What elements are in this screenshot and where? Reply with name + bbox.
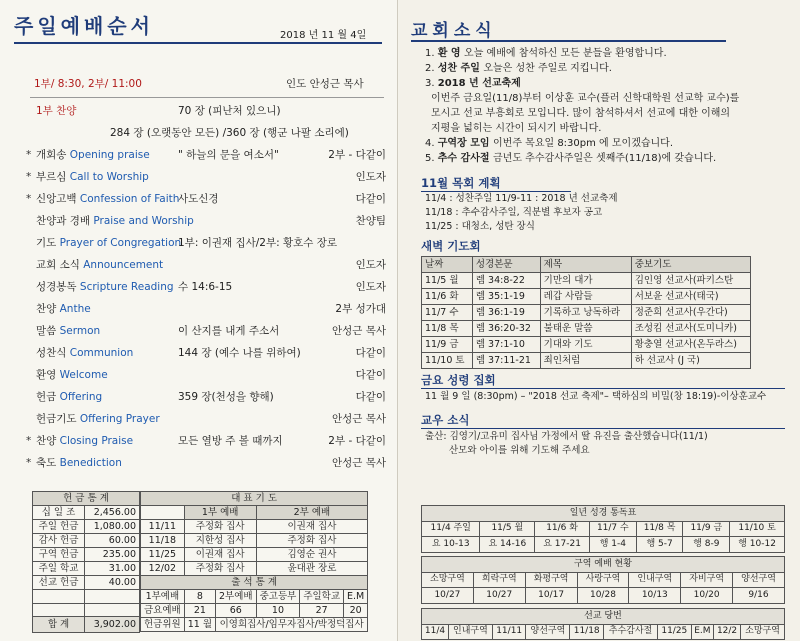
order-item-english: Sermon [59,325,101,337]
order-row [28,100,386,122]
order-item-detail: 이 산지를 내게 주소서 [178,325,280,337]
group-name-row [422,572,785,588]
dawn-title: 새벽 기도회 [421,239,481,253]
finance-row [33,603,140,617]
order-item-english: Offering [59,391,103,403]
news-item [425,61,755,76]
order-item-leader: 인도자 [355,171,386,183]
news-item-heading: 2018 년 선교축제 [437,78,521,89]
dawn-column-header: 성경본문 [472,257,540,273]
order-item-leader: 2부 - 다같이 [328,435,386,447]
order-item-english: Welcome [59,369,108,381]
mission-cell: 인내구역 [448,624,492,640]
finance-total-label: 합 계 [33,617,85,633]
finance-label [33,590,85,604]
bible-reading-table [421,505,785,553]
bible-day: 11/7 수 [589,521,636,537]
order-row [28,276,386,298]
plan-item: 11/4 : 성찬주일 11/9-11 : 2018 년 선교축제 [425,193,618,204]
dawn-row [422,289,751,305]
offering-stats-table [32,491,140,633]
attendance-value: 10 [256,604,300,618]
finance-value [85,603,140,617]
plan-item: 11/18 : 추수감사주일, 직분별 후보자 공고 [425,207,603,218]
attendance-label: 중고등부 [256,590,300,604]
finance-value [85,590,140,604]
finance-value: 235.00 [85,548,140,562]
duty-date: 11/18 [141,534,185,548]
dawn-prayer-table [421,256,751,369]
duty-row [141,520,368,534]
finance-label: 십 일 조 [33,506,85,520]
order-item-leader: 안성근 목사 [331,457,386,469]
news-item [425,76,755,91]
order-item-english: Anthe [59,303,91,315]
finance-row [33,548,140,562]
finance-label: 감사 헌금 [33,534,85,548]
order-row [28,188,386,210]
order-item-english: Offering Prayer [79,413,160,425]
order-item-korean: 말씀 [36,325,60,337]
committee-month: 11 월 [184,618,215,632]
news-item-text: 이번주 금요일(11/8)부터 이상훈 교수(플러 신학대학원 선교학 교수)를 [431,93,740,104]
order-item-title [36,408,160,430]
bible-reading: 행 5-7 [636,537,683,553]
order-item-korean: 개회송 [36,149,70,161]
bible-reading: 행 1-4 [589,537,636,553]
order-item-leader: 다같이 [355,347,386,359]
attendance-label: 8 [184,590,215,604]
dawn-cell: 11/10 토 [422,353,473,369]
duty-first: 이권재 집사 [184,548,256,562]
dawn-cell: 11/7 수 [422,305,473,321]
duty-row [141,562,368,576]
finance-row [33,562,140,576]
order-item-leader: 안성근 목사 [331,325,386,337]
attendance-value: 27 [300,604,344,618]
attendance-label: 2부예배 [216,590,257,604]
bible-day-row [422,521,785,537]
mission-cell: 소망구역 [741,624,785,640]
duty-first: 주정화 집사 [184,562,256,576]
news-item-text: 지평을 넓히는 시간이 되시기 바랍니다. [431,123,602,134]
mission-cell: 추수감사절 [604,624,658,640]
worship-page [0,0,398,641]
attendance-label: 주일학교 [300,590,344,604]
mission-cell: 11/25 [658,624,692,640]
attendance-value: 21 [184,604,215,618]
group-name: 인내구역 [629,572,681,588]
plan-title: 11월 목회 계획 [421,176,501,190]
dawn-cell: 레갑 사람들 [540,289,631,305]
group-name: 소망구역 [422,572,474,588]
order-row [28,452,386,474]
dawn-row [422,337,751,353]
order-item-english: Benediction [59,457,122,469]
order-item-title [36,254,163,276]
duty-row [141,534,368,548]
finance-row [33,520,140,534]
news-list [425,46,755,166]
service-leader: 인도 안성근 목사 [286,78,364,90]
order-item-detail: 70 장 (피난처 있으니) [178,105,281,117]
order-item-leader: 찬양팀 [355,215,386,227]
mission-cell: E.M [691,624,713,640]
dawn-row [422,353,751,369]
bible-reading-header: 일년 성경 통독표 [422,506,785,522]
mission-cell: 양선구역 [526,624,570,640]
standing-mark: * [26,171,32,183]
bible-reading: 요 10-13 [422,537,480,553]
attendance-header-row [141,576,368,590]
offering-committee-row [141,618,368,632]
bible-reading: 행 8-9 [683,537,730,553]
prayer-duty-table [140,491,368,632]
dawn-row [422,305,751,321]
order-item-detail: 모든 열방 주 볼 때까지 [178,435,283,447]
dawn-column-header: 중보기도 [631,257,750,273]
standing-mark: * [26,435,32,447]
mission-row [422,624,785,640]
news-item-number: 3. [425,78,438,89]
order-item-detail: " 하늘의 문을 여소서" [178,149,279,161]
dawn-cell: 11/9 금 [422,337,473,353]
duty-date: 11/25 [141,548,185,562]
worship-order-list [28,100,386,474]
member-news [425,430,708,458]
duty-col-1: 1부 예배 [184,506,256,520]
news-item-text: 오늘은 성찬 주일로 지킵니다. [483,63,612,74]
finance-label: 구역 헌금 [33,548,85,562]
mission-duty-table [421,608,785,640]
finance-value: 2,456.00 [85,506,140,520]
order-item-korean: 교회 소식 [36,259,84,271]
dawn-cell: 렘 37:11-21 [472,353,540,369]
group-worship-header: 구역 예배 현황 [422,557,785,573]
dawn-column-header: 제목 [540,257,631,273]
order-item-detail: 수 14:6-15 [178,281,233,293]
news-page [399,0,800,641]
dawn-cell: 죄인처럼 [540,353,631,369]
attendance-label: E.M [344,590,368,604]
order-item-title [36,342,133,364]
attendance-value: 66 [216,604,257,618]
dawn-cell: 렘 37:1-10 [472,337,540,353]
order-row [28,430,386,452]
attendance-label-row [141,590,368,604]
dawn-cell: 불태운 말씀 [540,321,631,337]
dawn-row [422,321,751,337]
member-news-line: 출산: 김영기/고유미 집사님 가정에서 딸 유진을 출산했습니다(11/1) [425,431,708,442]
order-row [28,386,386,408]
finance-value: 40.00 [85,576,140,590]
bible-day: 11/6 화 [535,521,590,537]
bible-day: 11/5 월 [480,521,535,537]
bible-day: 11/8 목 [636,521,683,537]
finance-label: 주일 헌금 [33,520,85,534]
order-item-korean: 1부 찬양 [36,105,77,117]
news-item-heading: 환 영 [437,48,465,59]
standing-mark: * [26,457,32,469]
order-row [28,342,386,364]
attendance-header: 출 석 통 계 [141,576,368,590]
order-item-korean: 찬양 [36,435,60,447]
finance-total-row [33,617,140,633]
order-item-detail: 359 장(천성을 향해) [178,391,274,403]
order-item-leader: 인도자 [355,281,386,293]
order-item-english: Closing Praise [59,435,134,447]
finance-total-value: 3,902.00 [85,617,140,633]
group-date: 10/27 [422,588,474,604]
order-item-korean: 성찬식 [36,347,70,359]
bible-day: 11/10 토 [730,521,785,537]
committee-members: 이영희집사/임무자집사/박정덕집사 [216,618,368,632]
mission-cell: 11/18 [570,624,604,640]
title-divider [14,42,382,44]
friday-title: 금요 성령 집회 [421,373,496,387]
dawn-cell: 11/5 월 [422,273,473,289]
dawn-cell: 11/8 목 [422,321,473,337]
order-item-detail: 1부: 이권재 집사/2부: 황호수 장로 [178,237,338,249]
order-item-korean: 찬양 [36,303,60,315]
finance-row [33,590,140,604]
worship-title: 주일예배순서 [14,14,154,38]
order-item-english: Announcement [83,259,164,271]
attendance-label: 1부예배 [141,590,185,604]
order-row [28,166,386,188]
order-item-title [36,232,181,254]
duty-col-2: 2부 예배 [256,506,368,520]
dawn-cell: 서보윤 선교사(태국) [631,289,750,305]
duty-blank [141,506,185,520]
order-item-korean: 기도 [36,237,60,249]
order-item-english: Communion [69,347,134,359]
order-item-title [36,298,91,320]
order-item-detail: 사도신경 [178,193,219,205]
news-item [425,136,755,151]
group-name: 자비구역 [681,572,733,588]
dawn-row [422,273,751,289]
order-item-korean: 성경봉독 [36,281,80,293]
group-date-row [422,588,785,604]
order-item-leader: 인도자 [355,259,386,271]
attendance-value: 20 [344,604,368,618]
order-row [28,232,386,254]
order-item-leader: 다같이 [355,391,386,403]
news-item-heading: 구역장 모임 [437,138,493,149]
order-item-detail: 284 장 (오랫동안 모든) /360 장 (행군 나팔 소리에) [110,127,349,139]
prayer-duty-header: 대 표 기 도 [141,492,368,506]
mission-cell: 11/11 [492,624,526,640]
dawn-column-header: 날짜 [422,257,473,273]
news-item-text: 이번주 목요일 8:30pm 에 모이겠습니다. [493,138,674,149]
friday-text: 11 월 9 일 (8:30pm) – "2018 선교 축제"– 택하심의 비밀(창 18:19)-이상훈교수 [425,391,767,402]
dawn-cell: 렘 35:1-19 [472,289,540,305]
mission-duty-header: 선교 당번 [422,609,785,625]
order-item-leader: 다같이 [355,193,386,205]
dawn-cell: 렘 34:8-22 [472,273,540,289]
finance-row [33,534,140,548]
order-item-korean: 헌금 [36,391,60,403]
news-item [425,91,755,106]
order-item-title [36,276,174,298]
group-date: 10/20 [681,588,733,604]
bible-reading: 요 17-21 [535,537,590,553]
group-worship-table [421,556,785,604]
news-item [425,121,755,136]
duty-date: 11/11 [141,520,185,534]
dawn-cell: 조성킴 선교사(도미니카) [631,321,750,337]
order-item-english: Praise and Worship [93,215,194,227]
order-item-english: Call to Worship [69,171,149,183]
bible-reading-row [422,537,785,553]
group-date: 9/16 [733,588,785,604]
dawn-cell: 11/6 화 [422,289,473,305]
group-name: 희락구역 [473,572,525,588]
duty-date: 12/02 [141,562,185,576]
duty-second: 이권재 집사 [256,520,368,534]
friday-divider [421,388,785,389]
dawn-cell: 정준희 선교사(우간다) [631,305,750,321]
order-item-english: Scripture Reading [79,281,174,293]
member-news-line: 산모와 아이를 위해 기도해 주세요 [449,445,590,456]
dawn-cell: 기만의 대가 [540,273,631,289]
news-divider [411,40,726,42]
plan-item: 11/25 : 대청소, 성탄 장식 [425,221,535,232]
order-item-title [36,100,76,122]
news-item-number: 1. [425,48,438,59]
order-item-title [36,210,194,232]
order-item-title [36,452,122,474]
news-item-number: 2. [425,63,438,74]
dawn-cell: 김인영 선교사(파키스탄 [631,273,750,289]
order-item-korean: 헌금기도 [36,413,80,425]
order-item-leader: 2부 성가대 [335,303,386,315]
order-item-leader: 안성근 목사 [331,413,386,425]
dawn-cell: 황충열 선교사(온두라스) [631,337,750,353]
duty-first: 지한성 집사 [184,534,256,548]
finance-label [33,603,85,617]
order-item-english: Prayer of Congregation [59,237,182,249]
news-item-text: 금년도 추수감사주일은 셋째주(11/18)에 갖습니다. [493,153,717,164]
news-item-number: 4. [425,138,438,149]
order-row [28,320,386,342]
news-item [425,106,755,121]
offering-stats-header: 헌 금 통 계 [33,492,140,506]
attendance-value-row [141,604,368,618]
member-divider [421,428,785,429]
order-row [28,122,386,144]
order-item-title [36,320,100,342]
order-item-title [36,144,150,166]
finance-value: 1,080.00 [85,520,140,534]
order-item-title [36,386,102,408]
dawn-cell: 기대와 기도 [540,337,631,353]
finance-row [33,576,140,590]
order-row [28,144,386,166]
finance-label: 주일 학교 [33,562,85,576]
mission-cell: 11/4 [422,624,449,640]
bible-reading: 행 10-12 [730,537,785,553]
plan-list [425,192,618,234]
order-item-leader: 2부 - 다같이 [328,149,386,161]
duty-second: 윤대관 장로 [256,562,368,576]
times-divider [30,97,384,98]
news-item-number: 5. [425,153,438,164]
finance-value: 60.00 [85,534,140,548]
group-date: 10/28 [577,588,629,604]
group-date: 10/27 [473,588,525,604]
bible-day: 11/4 주일 [422,521,480,537]
group-date: 10/13 [629,588,681,604]
mission-cell: 12/2 [714,624,741,640]
duty-subheader-row [141,506,368,520]
finance-label: 선교 헌금 [33,576,85,590]
member-title: 교우 소식 [421,413,470,427]
news-title: 교회소식 [411,21,497,41]
bible-day: 11/9 금 [683,521,730,537]
order-item-detail: 144 장 (예수 나를 위하여) [178,347,301,359]
attendance-value: 금요예배 [141,604,185,618]
duty-second: 김영순 권사 [256,548,368,562]
finance-row [33,506,140,520]
order-item-title [36,364,108,386]
group-name: 화평구역 [525,572,577,588]
order-item-title [36,166,149,188]
order-item-korean: 신앙고백 [36,193,80,205]
order-item-title [36,430,133,452]
committee-label: 헌금위원 [141,618,185,632]
order-item-korean: 환영 [36,369,60,381]
order-item-korean: 부르심 [36,171,70,183]
news-item-heading: 성찬 주일 [437,63,484,74]
order-row [28,408,386,430]
bible-reading: 요 14-16 [480,537,535,553]
group-date: 10/17 [525,588,577,604]
duty-row [141,548,368,562]
order-row [28,298,386,320]
order-row [28,254,386,276]
standing-mark: * [26,149,32,161]
order-item-english: Confession of Faith [79,193,180,205]
group-name: 양선구역 [733,572,785,588]
news-item [425,151,755,166]
order-item-leader: 다같이 [355,369,386,381]
dawn-cell: 렘 36:1-19 [472,305,540,321]
order-item-korean: 찬양과 경배 [36,215,94,227]
finance-value: 31.00 [85,562,140,576]
news-item-text: 모시고 선교 부흥회로 모입니다. 많이 참석하셔서 선교에 대한 이해의 [431,108,731,119]
duty-first: 주정화 집사 [184,520,256,534]
dawn-cell: 하 선교사 (J 국) [631,353,750,369]
worship-date: 2018 년 11 월 4일 [280,30,367,41]
dawn-cell: 기록하고 낭독하라 [540,305,631,321]
standing-mark: * [26,193,32,205]
service-times: 1부/ 8:30, 2부/ 11:00 [34,78,142,90]
news-item-text: 오늘 예배에 참석하신 모든 분들을 환영합니다. [464,48,667,59]
order-row [28,210,386,232]
news-item [425,46,755,61]
news-item-heading: 추수 감사절 [437,153,493,164]
order-item-english: Opening praise [69,149,150,161]
duty-second: 주정화 집사 [256,534,368,548]
group-name: 사랑구역 [577,572,629,588]
order-item-title [36,188,179,210]
order-item-korean: 축도 [36,457,60,469]
order-row [28,364,386,386]
dawn-cell: 렘 36:20-32 [472,321,540,337]
